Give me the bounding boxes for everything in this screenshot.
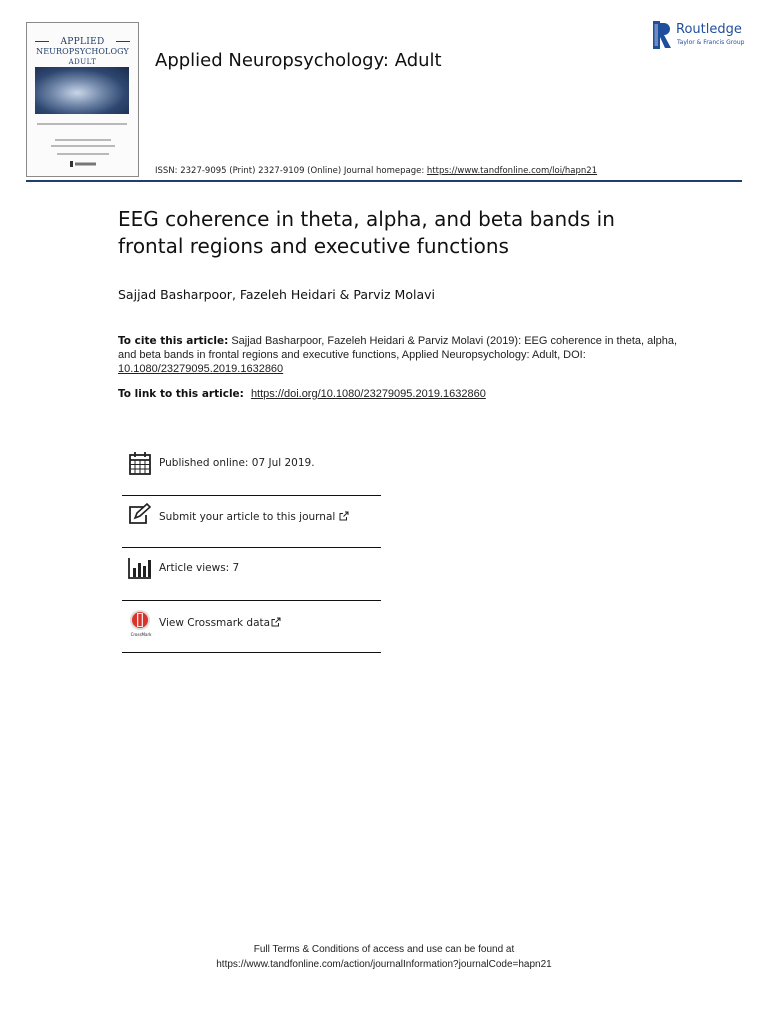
issn-text: ISSN: 2327-9095 (Print) 2327-9109 (Online) Journal homepage: — [155, 166, 427, 176]
submit-article-link[interactable] — [159, 511, 349, 523]
info-divider — [122, 495, 381, 496]
footer — [0, 942, 768, 972]
submit-article-text: Submit your article to this journal — [159, 511, 336, 523]
external-link-icon — [339, 511, 349, 521]
issn-line — [155, 166, 597, 176]
cite-label: To cite this article: — [118, 335, 229, 347]
calendar-icon — [126, 450, 154, 478]
article-doi-link[interactable]: https://doi.org/10.1080/23279095.2019.1632860 — [250, 388, 486, 400]
cover-title-line3: ADULT — [68, 58, 97, 66]
cover-brain-image — [35, 67, 129, 114]
routledge-r-icon — [652, 20, 672, 50]
cover-fine-print — [55, 139, 111, 141]
cover-fine-print — [57, 153, 109, 155]
footer-terms-link[interactable]: https://www.tandfonline.com/action/journalInformation?journalCode=hapn21 — [216, 959, 552, 970]
crossmark-text: View Crossmark data — [159, 617, 271, 629]
article-authors: Sajjad Basharpoor, Fazeleh Heidari & Parviz Molavi — [118, 287, 435, 302]
info-divider — [122, 600, 381, 601]
info-divider — [122, 652, 381, 653]
publisher-logo[interactable] — [652, 20, 752, 50]
cover-title-line2: NEUROPSYCHOLOGY — [36, 47, 129, 56]
cite-text: Sajjad Basharpoor, Fazeleh Heidari & Parviz Molavi (2019): EEG coherence in theta, alpha, and beta bands in frontal regions and executive functions, Applied Neuropsychology: Adult, DOI: — [118, 335, 678, 361]
bar-chart-icon — [126, 555, 154, 583]
article-link-row — [118, 388, 486, 400]
publisher-name: Routledge — [676, 22, 742, 37]
published-online-text: Published online: 07 Jul 2019. — [159, 457, 315, 469]
cover-title-line1: APPLIED — [60, 37, 105, 47]
cover-fine-print — [51, 145, 115, 147]
cover-fine-print — [37, 123, 127, 125]
journal-title[interactable]: Applied Neuropsychology: Adult — [155, 50, 442, 71]
crossmark-caption: CrossMark — [130, 632, 152, 637]
edit-icon — [126, 503, 154, 531]
footer-terms-text: Full Terms & Conditions of access and use can be found at — [253, 944, 515, 955]
info-divider — [122, 547, 381, 548]
publisher-subtitle: Taylor & Francis Group — [677, 39, 745, 46]
journal-homepage-link[interactable]: https://www.tandfonline.com/loi/hapn21 — [426, 166, 598, 176]
external-link-icon — [271, 617, 281, 627]
journal-cover — [26, 22, 139, 177]
link-label: To link to this article: — [118, 388, 244, 400]
citation-block — [118, 334, 678, 376]
crossmark-item[interactable] — [122, 609, 381, 661]
article-views-text: Article views: 7 — [159, 562, 240, 574]
article-title: EEG coherence in theta, alpha, and beta bands in frontal regions and executive functions — [118, 207, 615, 258]
crossmark-link[interactable] — [159, 617, 281, 629]
cite-doi-link[interactable]: 10.1080/23279095.2019.1632860 — [118, 363, 284, 375]
cover-publisher-logo — [70, 161, 96, 167]
header-divider — [26, 180, 742, 182]
